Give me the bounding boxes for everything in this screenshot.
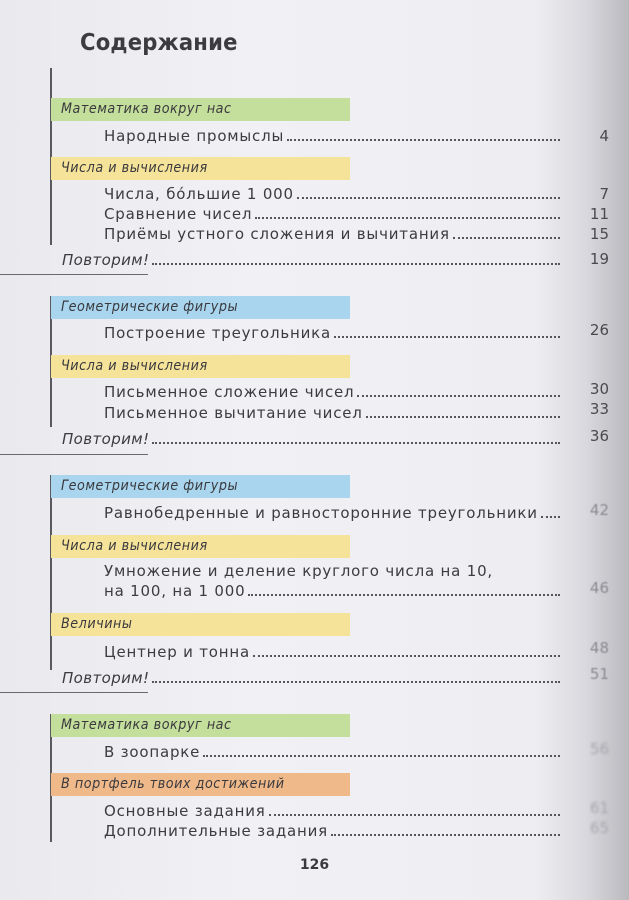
toc-entry-title: Числа, бóльшие 1 000 <box>104 185 294 203</box>
dot-leader <box>453 237 560 239</box>
dot-leader <box>203 755 560 757</box>
toc-entry-page: 36 <box>589 427 609 445</box>
toc-entry-title: Центнер и тонна <box>104 643 250 661</box>
section-heading: Геометрические фигуры <box>51 475 350 498</box>
toc-entry[interactable] <box>104 403 564 423</box>
toc-entry-page: 19 <box>589 250 609 268</box>
toc-entry-page: 51 <box>589 665 609 683</box>
toc-entry[interactable] <box>104 224 564 244</box>
dot-leader <box>152 263 560 265</box>
dot-leader <box>152 681 560 683</box>
toc-entry-page: 46 <box>589 579 609 597</box>
toc-entry[interactable] <box>104 581 564 601</box>
dot-leader <box>297 197 560 199</box>
page-title: Содержание <box>80 30 238 56</box>
toc-entry-page: 33 <box>589 400 609 418</box>
dot-leader <box>366 416 560 418</box>
toc-entry-title: Сравнение чисел <box>104 205 253 223</box>
dot-leader <box>253 655 560 657</box>
toc-entry-title: Письменное сложение чисел <box>104 383 355 401</box>
toc-entry-title: Повторим! <box>62 430 150 448</box>
toc-entry-page: 15 <box>589 225 609 243</box>
dot-leader <box>357 395 560 397</box>
section-heading: Величины <box>51 613 350 636</box>
toc-entry-title: на 100, на 1 000 <box>104 582 246 600</box>
section-divider-horizontal <box>0 692 148 693</box>
dot-leader <box>541 516 560 518</box>
toc-entry-page: 4 <box>599 127 609 145</box>
toc-entry[interactable] <box>104 382 564 402</box>
dot-leader <box>287 139 560 141</box>
toc-entry-page: 48 <box>589 639 609 657</box>
section-heading: Числа и вычисления <box>51 355 350 378</box>
toc-entry-review[interactable] <box>62 250 564 270</box>
toc-entry-title: Равнобедренные и равносторонние треугольники <box>104 504 538 522</box>
toc-entry-page: 42 <box>589 501 609 519</box>
toc-entry-title: Основные задания <box>104 802 266 820</box>
toc-entry-page: 11 <box>589 205 609 223</box>
toc-entry[interactable] <box>104 503 564 523</box>
toc-entry[interactable] <box>104 126 564 146</box>
section-divider-vertical <box>50 475 52 670</box>
toc-entry-title: Повторим! <box>62 251 150 269</box>
dot-leader <box>334 336 560 338</box>
toc-entry[interactable] <box>104 801 564 821</box>
toc-entry-title: Построение треугольника <box>104 324 331 342</box>
dot-leader <box>331 834 560 836</box>
toc-entry-review[interactable] <box>62 668 564 688</box>
toc-entry-title: Повторим! <box>62 669 150 687</box>
toc-entry-title-line1: Умножение и деление круглого числа на 10, <box>104 562 493 580</box>
page-number: 126 <box>299 857 330 873</box>
toc-entry[interactable] <box>104 204 564 224</box>
toc-entry[interactable] <box>104 821 564 841</box>
section-heading: Геометрические фигуры <box>51 296 350 319</box>
toc-entry-title: Приёмы устного сложения и вычитания <box>104 225 450 243</box>
toc-entry[interactable] <box>104 742 564 762</box>
dot-leader <box>152 442 560 444</box>
section-heading: Математика вокруг нас <box>51 714 350 737</box>
toc-entry-page: 30 <box>589 380 609 398</box>
toc-entry-review[interactable] <box>62 429 564 449</box>
dot-leader <box>248 594 560 596</box>
section-heading: Числа и вычисления <box>51 157 350 180</box>
toc-entry-title: Народные промыслы <box>104 127 285 145</box>
toc-entry-title: Письменное вычитание чисел <box>104 404 363 422</box>
toc-entry[interactable] <box>104 642 564 662</box>
dot-leader <box>255 217 560 219</box>
toc-entry-page: 65 <box>589 819 609 837</box>
toc-entry-title: В зоопарке <box>104 743 201 761</box>
toc-entry-page: 7 <box>599 185 609 203</box>
toc-entry-page: 61 <box>589 799 609 817</box>
section-heading: Числа и вычисления <box>51 535 350 558</box>
dot-leader <box>269 814 560 816</box>
toc-entry[interactable] <box>104 184 564 204</box>
toc-entry-page: 56 <box>589 740 609 758</box>
section-divider-horizontal <box>0 454 148 455</box>
section-heading: В портфель твоих достижений <box>51 773 350 796</box>
section-heading: Математика вокруг нас <box>51 98 350 121</box>
toc-entry-page: 26 <box>589 321 609 339</box>
toc-entry-title: Дополнительные задания <box>104 822 328 840</box>
section-divider-horizontal <box>0 274 148 275</box>
toc-entry[interactable] <box>104 323 564 343</box>
